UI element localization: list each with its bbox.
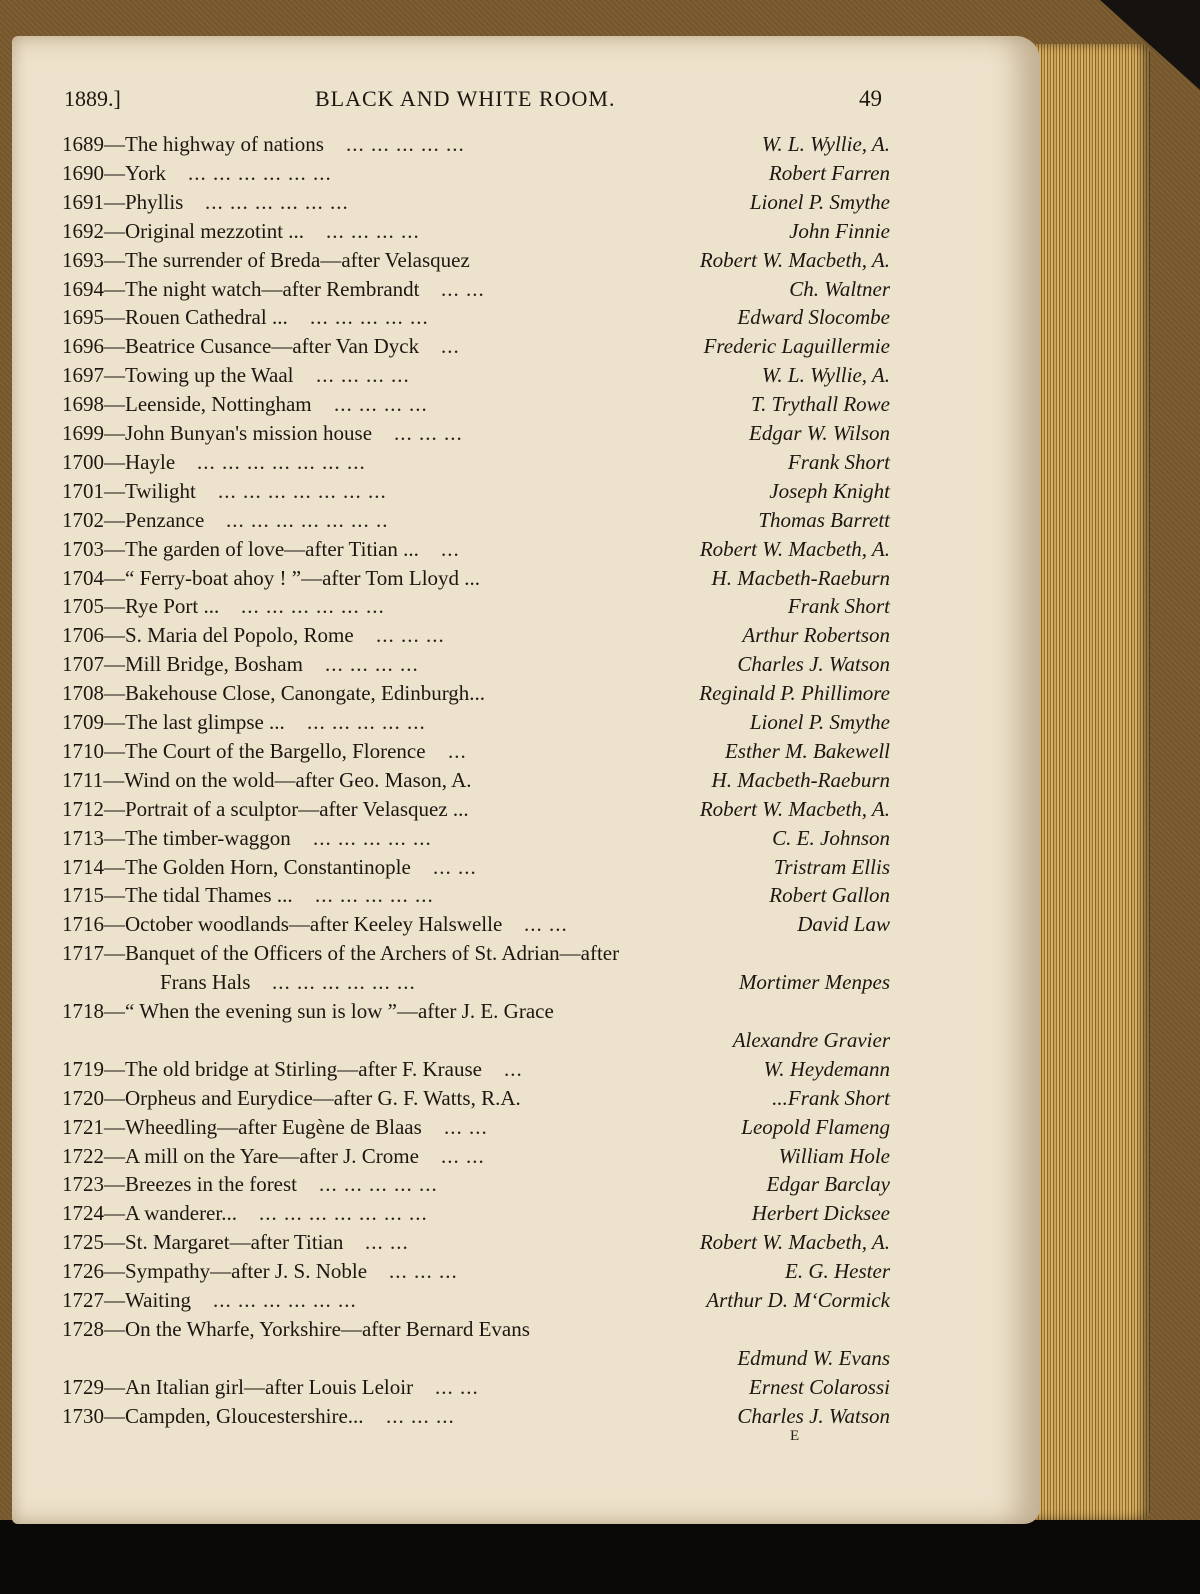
entry-artist: William Hole	[778, 1143, 890, 1168]
entry-leader-dots: ...	[448, 738, 467, 763]
entry-artist: Arthur D. M‘Cormick	[706, 1288, 890, 1312]
entry-title: 1695—Rouen Cathedral ...	[62, 305, 288, 330]
entry-artist: Leopold Flameng	[741, 1114, 890, 1139]
entry-leader-dots: ... ... ... ... ... ...	[205, 189, 349, 214]
entry-leader-dots: ... ... ... ... ... ...	[241, 594, 385, 619]
entry-leader-dots: ... ... ... ... ...	[319, 1172, 438, 1197]
catalogue-entry	[12, 1113, 1040, 1143]
entry-artist: W. L. Wyllie, A.	[761, 363, 890, 388]
catalogue-entry	[12, 130, 1040, 160]
entry-leader-dots: ... ...	[435, 1374, 479, 1399]
entry-leader-dots: ... ... ...	[376, 623, 445, 648]
entry-title: 1719—The old bridge at Stirling—after F. Krause	[62, 1056, 482, 1081]
entry-title: 1701—Twilight	[62, 478, 196, 503]
catalogue-entry	[12, 795, 1040, 825]
entry-leader-dots: ... ... ...	[394, 421, 463, 445]
entry-title: 1705—Rye Port ...	[62, 594, 220, 619]
entry-artist: Frank Short	[787, 594, 890, 619]
catalogue-entry	[12, 419, 1040, 449]
catalogue-entry	[12, 275, 1040, 305]
entry-artist: Lionel P. Smythe	[749, 189, 890, 214]
catalogue-entry	[12, 1055, 1040, 1085]
entry-leader-dots: ... ... ... ... ... ... ...	[259, 1201, 428, 1226]
entry-leader-dots: ... ... ... ... ...	[315, 883, 434, 908]
entry-artist: C. E. Johnson	[772, 825, 890, 850]
entry-title: 1700—Hayle	[62, 449, 176, 474]
entry-artist: Edgar W. Wilson	[749, 421, 890, 445]
entry-artist: Edmund W. Evans	[737, 1345, 890, 1370]
entry-title: 1711—Wind on the wold—after Geo. Mason, A.	[62, 767, 472, 792]
entry-title: 1697—Towing up the Waal	[62, 363, 294, 388]
catalogue-entry	[12, 968, 1040, 998]
entry-artist: Robert Farren	[768, 160, 890, 185]
entry-title: 1727—Waiting	[62, 1288, 191, 1312]
catalogue-entry	[12, 564, 1040, 594]
catalogue-list	[12, 36, 1040, 1524]
entry-leader-dots: ...	[441, 334, 460, 359]
entry-artist: Charles J. Watson	[737, 652, 890, 677]
catalogue-entry	[12, 448, 1040, 478]
entry-artist: Edward Slocombe	[737, 305, 890, 330]
catalogue-entry	[12, 650, 1040, 680]
catalogue-entry	[12, 1315, 1040, 1345]
catalogue-entry	[12, 1228, 1040, 1258]
entry-leader-dots: ... ... ...	[389, 1259, 458, 1284]
entry-leader-dots: ... ...	[441, 276, 485, 301]
catalogue-entry	[12, 1170, 1040, 1200]
entry-artist: Edgar Barclay	[766, 1172, 890, 1197]
catalogue-entry	[12, 535, 1040, 565]
entry-title: 1713—The timber-waggon	[62, 825, 291, 850]
catalogue-entry	[12, 159, 1040, 189]
catalogue-entry	[12, 506, 1040, 536]
catalogue-entry	[12, 910, 1040, 940]
catalogue-entry	[12, 621, 1040, 651]
entry-title: 1708—Bakehouse Close, Canongate, Edinburgh...	[62, 681, 486, 706]
entry-leader-dots: ... ...	[365, 1230, 409, 1255]
entry-title: 1721—Wheedling—after Eugène de Blaas	[62, 1114, 422, 1139]
entry-title: 1704—“ Ferry-boat ahoy ! ”—after Tom Lloyd ...	[62, 565, 481, 590]
catalogue-entry	[12, 1199, 1040, 1229]
entry-title: 1690—York	[62, 160, 167, 185]
entry-artist: Robert W. Macbeth, A.	[699, 536, 890, 561]
entry-leader-dots: ... ... ... ... ...	[310, 305, 429, 330]
entry-title: 1694—The night watch—after Rembrandt	[62, 276, 420, 301]
entry-leader-dots: ... ... ... ... ...	[307, 710, 426, 734]
catalogue-entry	[12, 997, 1040, 1027]
entry-artist: T. Trythall Rowe	[750, 392, 890, 417]
entry-leader-dots: ... ... ... ...	[334, 392, 428, 417]
signature-mark: E	[790, 1428, 800, 1444]
entry-title: 1710—The Court of the Bargello, Florence	[62, 738, 426, 763]
entry-artist: W. L. Wyllie, A.	[761, 132, 890, 156]
catalogue-entry	[12, 1142, 1040, 1172]
catalogue-entry	[12, 246, 1040, 276]
entry-leader-dots: ...	[441, 536, 460, 561]
catalogue-entry	[12, 332, 1040, 362]
entry-title: 1718—“ When the evening sun is low ”—after J. E. Grace	[62, 999, 554, 1023]
entry-title: 1696—Beatrice Cusance—after Van Dyck	[62, 334, 420, 359]
entry-artist: Mortimer Menpes	[738, 970, 890, 995]
entry-artist: Frederic Laguillermie	[703, 334, 890, 359]
entry-artist: Tristram Ellis	[773, 854, 890, 879]
entry-title: 1730—Campden, Gloucestershire...	[62, 1403, 364, 1428]
catalogue-entry	[12, 737, 1040, 767]
catalogue-entry	[12, 1373, 1040, 1403]
entry-title: 1693—The surrender of Breda—after Velasquez	[62, 247, 470, 272]
entry-artist: Herbert Dicksee	[751, 1201, 890, 1226]
entry-leader-dots: ... ... ... ... ...	[313, 825, 432, 850]
entry-leader-dots: ... ...	[441, 1143, 485, 1168]
catalogue-entry	[12, 361, 1040, 391]
entry-title: 1699—John Bunyan's mission house	[62, 421, 373, 445]
entry-artist: W. Heydemann	[763, 1056, 890, 1081]
catalogue-entry	[12, 217, 1040, 247]
catalogue-entry	[12, 1026, 1040, 1056]
entry-title: 1712—Portrait of a sculptor—after Velasquez ...	[62, 796, 469, 821]
entry-leader-dots: ... ... ... ...	[325, 652, 419, 677]
entry-leader-dots: ... ...	[433, 854, 477, 879]
entry-leader-dots: ... ... ...	[386, 1403, 455, 1428]
page-number: 49	[859, 86, 882, 111]
entry-artist: Frank Short	[787, 449, 890, 474]
entry-title: 1691—Phyllis	[62, 189, 184, 214]
catalogue-entry	[12, 390, 1040, 420]
entry-artist: Thomas Barrett	[758, 507, 890, 532]
entry-artist: Lionel P. Smythe	[749, 710, 890, 734]
entry-leader-dots: ... ... ... ... ... ...	[188, 160, 332, 185]
entry-leader-dots: ... ... ... ... ...	[346, 132, 465, 156]
entry-title: 1716—October woodlands—after Keeley Halswelle	[62, 912, 503, 937]
entry-leader-dots: ... ... ... ... ... ... ...	[218, 478, 387, 503]
entry-artist: Alexandre Gravier	[732, 1027, 890, 1052]
entry-title: 1723—Breezes in the forest	[62, 1172, 298, 1197]
catalogue-entry	[12, 708, 1040, 738]
entry-artist: Ernest Colarossi	[749, 1374, 890, 1399]
entry-artist: Charles J. Watson	[737, 1403, 890, 1428]
book-page	[12, 36, 1040, 1524]
page-edges	[1030, 44, 1150, 1520]
entry-leader-dots: ... ... ... ... ... ... ..	[226, 507, 389, 532]
entry-leader-dots: ... ... ... ... ... ... ...	[197, 449, 366, 474]
entry-title: 1714—The Golden Horn, Constantinople	[62, 854, 411, 879]
entry-artist: Robert W. Macbeth, A.	[699, 247, 890, 272]
entry-title: 1715—The tidal Thames ...	[62, 883, 293, 908]
entry-leader-dots: ... ... ... ...	[316, 363, 410, 388]
entry-title: 1726—Sympathy—after J. S. Noble	[62, 1259, 368, 1284]
catalogue-entry	[12, 1084, 1040, 1114]
entry-title: 1706—S. Maria del Popolo, Rome	[62, 623, 354, 648]
entry-leader-dots: ... ...	[444, 1114, 488, 1139]
entry-leader-dots: ... ... ... ... ... ...	[272, 970, 416, 995]
catalogue-entry	[12, 679, 1040, 709]
entry-leader-dots: ...	[504, 1056, 523, 1081]
catalogue-entry	[12, 824, 1040, 854]
header-title: BLACK AND WHITE ROOM.	[315, 86, 616, 111]
entry-artist: Robert W. Macbeth, A.	[699, 1230, 890, 1255]
catalogue-entry	[12, 1344, 1040, 1374]
catalogue-entry	[12, 1257, 1040, 1287]
entry-artist: Joseph Knight	[769, 478, 890, 503]
entry-leader-dots: ... ... ... ... ... ...	[213, 1288, 357, 1312]
entry-artist: David Law	[797, 912, 890, 937]
catalogue-entry	[12, 303, 1040, 333]
entry-title: 1724—A wanderer...	[62, 1201, 237, 1226]
entry-title: Frans Hals	[160, 970, 251, 995]
entry-title: 1729—An Italian girl—after Louis Leloir	[62, 1374, 414, 1399]
entry-artist: H. Macbeth-Raeburn	[711, 565, 890, 590]
catalogue-entry	[12, 939, 1040, 969]
cover-shadow	[0, 1520, 1200, 1594]
entry-leader-dots: ... ... ... ...	[326, 218, 420, 243]
entry-artist: John Finnie	[789, 218, 890, 243]
catalogue-entry	[12, 592, 1040, 622]
entry-title: 1702—Penzance	[62, 507, 205, 532]
entry-title: 1692—Original mezzotint ...	[62, 218, 305, 243]
header-year: 1889.]	[64, 86, 121, 111]
entry-artist: Robert Gallon	[769, 883, 890, 908]
entry-artist: Arthur Robertson	[742, 623, 890, 648]
catalogue-entry	[12, 853, 1040, 883]
entry-artist: Reginald P. Phillimore	[699, 681, 890, 706]
entry-title: 1722—A mill on the Yare—after J. Crome	[62, 1143, 419, 1168]
entry-title: 1717—Banquet of the Officers of the Archers of St. Adrian—after	[62, 941, 620, 966]
entry-title: 1709—The last glimpse ...	[62, 710, 285, 734]
catalogue-entry	[12, 881, 1040, 911]
entry-artist: Ch. Waltner	[789, 276, 890, 301]
entry-title: 1689—The highway of nations	[62, 132, 324, 156]
entry-artist: Robert W. Macbeth, A.	[699, 796, 890, 821]
entry-artist: ...Frank Short	[772, 1085, 890, 1110]
entry-leader-dots: ... ...	[524, 912, 568, 937]
catalogue-entry	[12, 1286, 1040, 1316]
catalogue-entry	[12, 766, 1040, 796]
entry-artist: Esther M. Bakewell	[724, 738, 890, 763]
catalogue-entry	[12, 477, 1040, 507]
entry-artist: H. Macbeth-Raeburn	[711, 767, 890, 792]
catalogue-entry	[12, 188, 1040, 218]
entry-title: 1728—On the Wharfe, Yorkshire—after Bernard Evans	[62, 1316, 530, 1341]
entry-title: 1725—St. Margaret—after Titian	[62, 1230, 344, 1255]
entry-title: 1698—Leenside, Nottingham	[62, 392, 312, 417]
catalogue-entry	[12, 1402, 1040, 1432]
entry-title: 1707—Mill Bridge, Bosham	[62, 652, 303, 677]
entry-title: 1720—Orpheus and Eurydice—after G. F. Watts, R.A.	[62, 1085, 521, 1110]
entry-title: 1703—The garden of love—after Titian ...	[62, 536, 419, 561]
entry-artist: E. G. Hester	[785, 1259, 890, 1284]
